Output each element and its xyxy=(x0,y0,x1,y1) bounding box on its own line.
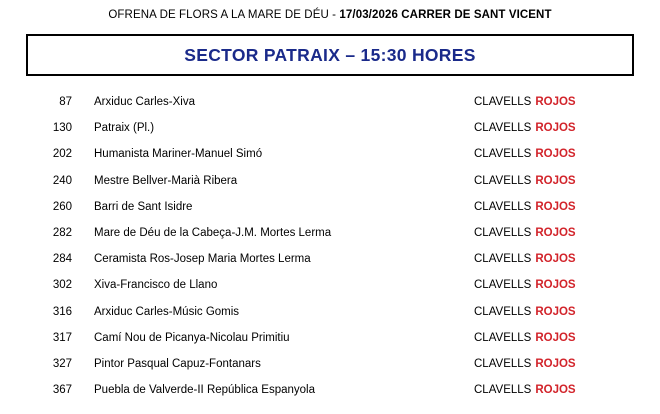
list-item-street-name: Xiva-Francisco de Llano xyxy=(94,279,218,292)
list-item xyxy=(26,148,634,174)
list-item-number: 327 xyxy=(52,357,72,370)
list-item-flower xyxy=(474,175,634,187)
header-event-title: OFRENA DE FLORS A LA MARE DE DÉU - xyxy=(108,9,340,21)
list-item-street-name: Arxiduc Carles-Xiva xyxy=(94,96,195,108)
list-item-number: 87 xyxy=(59,96,72,108)
list-item-street-name: Arxiduc Carles-Músic Gomis xyxy=(94,305,240,318)
list-item-number: 260 xyxy=(52,200,72,213)
list-item xyxy=(26,227,634,253)
list-item-number: 202 xyxy=(52,148,72,161)
list-item-street-name: Mestre Bellver-Marià Ribera xyxy=(94,174,238,187)
flower-color: ROJOS xyxy=(535,279,576,292)
list-item-flower xyxy=(474,227,634,239)
sector-banner xyxy=(26,34,634,76)
flower-type: CLAVELLS xyxy=(474,200,532,213)
list-item xyxy=(26,332,634,358)
list-item-flower xyxy=(474,253,634,265)
flower-type: CLAVELLS xyxy=(474,279,532,292)
header-date-street: 17/03/2026 CARRER DE SANT VICENT xyxy=(339,9,552,21)
flower-color: ROJOS xyxy=(535,148,576,161)
list-item-number: 284 xyxy=(52,253,72,266)
flower-color: ROJOS xyxy=(535,200,576,213)
list-item-street-name: Puebla de Valverde-II República Espanyola xyxy=(94,384,315,397)
list-item-street-name: Camí Nou de Picanya-Nicolau Primitiu xyxy=(94,331,290,344)
flower-color: ROJOS xyxy=(535,174,576,187)
list-item-street-name: Mare de Déu de la Cabeça-J.M. Mortes Lerma xyxy=(94,226,332,239)
flower-type: CLAVELLS xyxy=(474,331,532,344)
list-item xyxy=(26,201,634,227)
flower-color: ROJOS xyxy=(535,226,576,239)
flower-color: ROJOS xyxy=(535,253,576,266)
list-item xyxy=(26,279,634,305)
list-item-flower xyxy=(474,96,634,108)
list-item-number: 130 xyxy=(52,122,72,135)
list-item xyxy=(26,358,634,384)
flower-type: CLAVELLS xyxy=(474,305,532,318)
list-item-street-name: Humanista Mariner-Manuel Simó xyxy=(94,148,263,161)
list-item-flower xyxy=(474,358,634,370)
list-item xyxy=(26,253,634,279)
flower-type: CLAVELLS xyxy=(474,253,532,266)
list-item xyxy=(26,96,634,122)
flower-type: CLAVELLS xyxy=(474,357,532,370)
list-item xyxy=(26,175,634,201)
list-item-flower xyxy=(474,148,634,160)
list-item-number: 317 xyxy=(52,331,72,344)
list-item-number: 240 xyxy=(52,174,72,187)
list-item xyxy=(26,122,634,148)
street-list xyxy=(0,96,660,410)
flower-color: ROJOS xyxy=(535,305,576,318)
list-item xyxy=(26,306,634,332)
flower-type: CLAVELLS xyxy=(474,384,532,397)
list-item-flower xyxy=(474,306,634,318)
list-item-number: 367 xyxy=(52,384,72,397)
document-header xyxy=(0,0,660,21)
sector-title: SECTOR PATRAIX – 15:30 HORES xyxy=(184,44,476,65)
flower-type: CLAVELLS xyxy=(474,226,532,239)
flower-type: CLAVELLS xyxy=(474,96,532,108)
list-item-flower xyxy=(474,332,634,344)
list-item-flower xyxy=(474,122,634,134)
flower-color: ROJOS xyxy=(535,357,576,370)
list-item-number: 316 xyxy=(52,305,72,318)
flower-color: ROJOS xyxy=(535,331,576,344)
list-item-flower xyxy=(474,201,634,213)
flower-type: CLAVELLS xyxy=(474,148,532,161)
flower-type: CLAVELLS xyxy=(474,174,532,187)
flower-color: ROJOS xyxy=(535,122,576,135)
list-item-flower xyxy=(474,279,634,291)
list-item-number: 282 xyxy=(52,226,72,239)
list-item-street-name: Patraix (Pl.) xyxy=(94,122,155,135)
list-item-flower xyxy=(474,384,634,396)
list-item-street-name: Ceramista Ros-Josep Maria Mortes Lerma xyxy=(94,253,311,266)
list-item-street-name: Pintor Pasqual Capuz-Fontanars xyxy=(94,357,261,370)
flower-color: ROJOS xyxy=(535,96,576,108)
flower-color: ROJOS xyxy=(535,384,576,397)
list-item-number: 302 xyxy=(52,279,72,292)
list-item-street-name: Barri de Sant Isidre xyxy=(94,200,193,213)
list-item xyxy=(26,384,634,410)
flower-type: CLAVELLS xyxy=(474,122,532,135)
